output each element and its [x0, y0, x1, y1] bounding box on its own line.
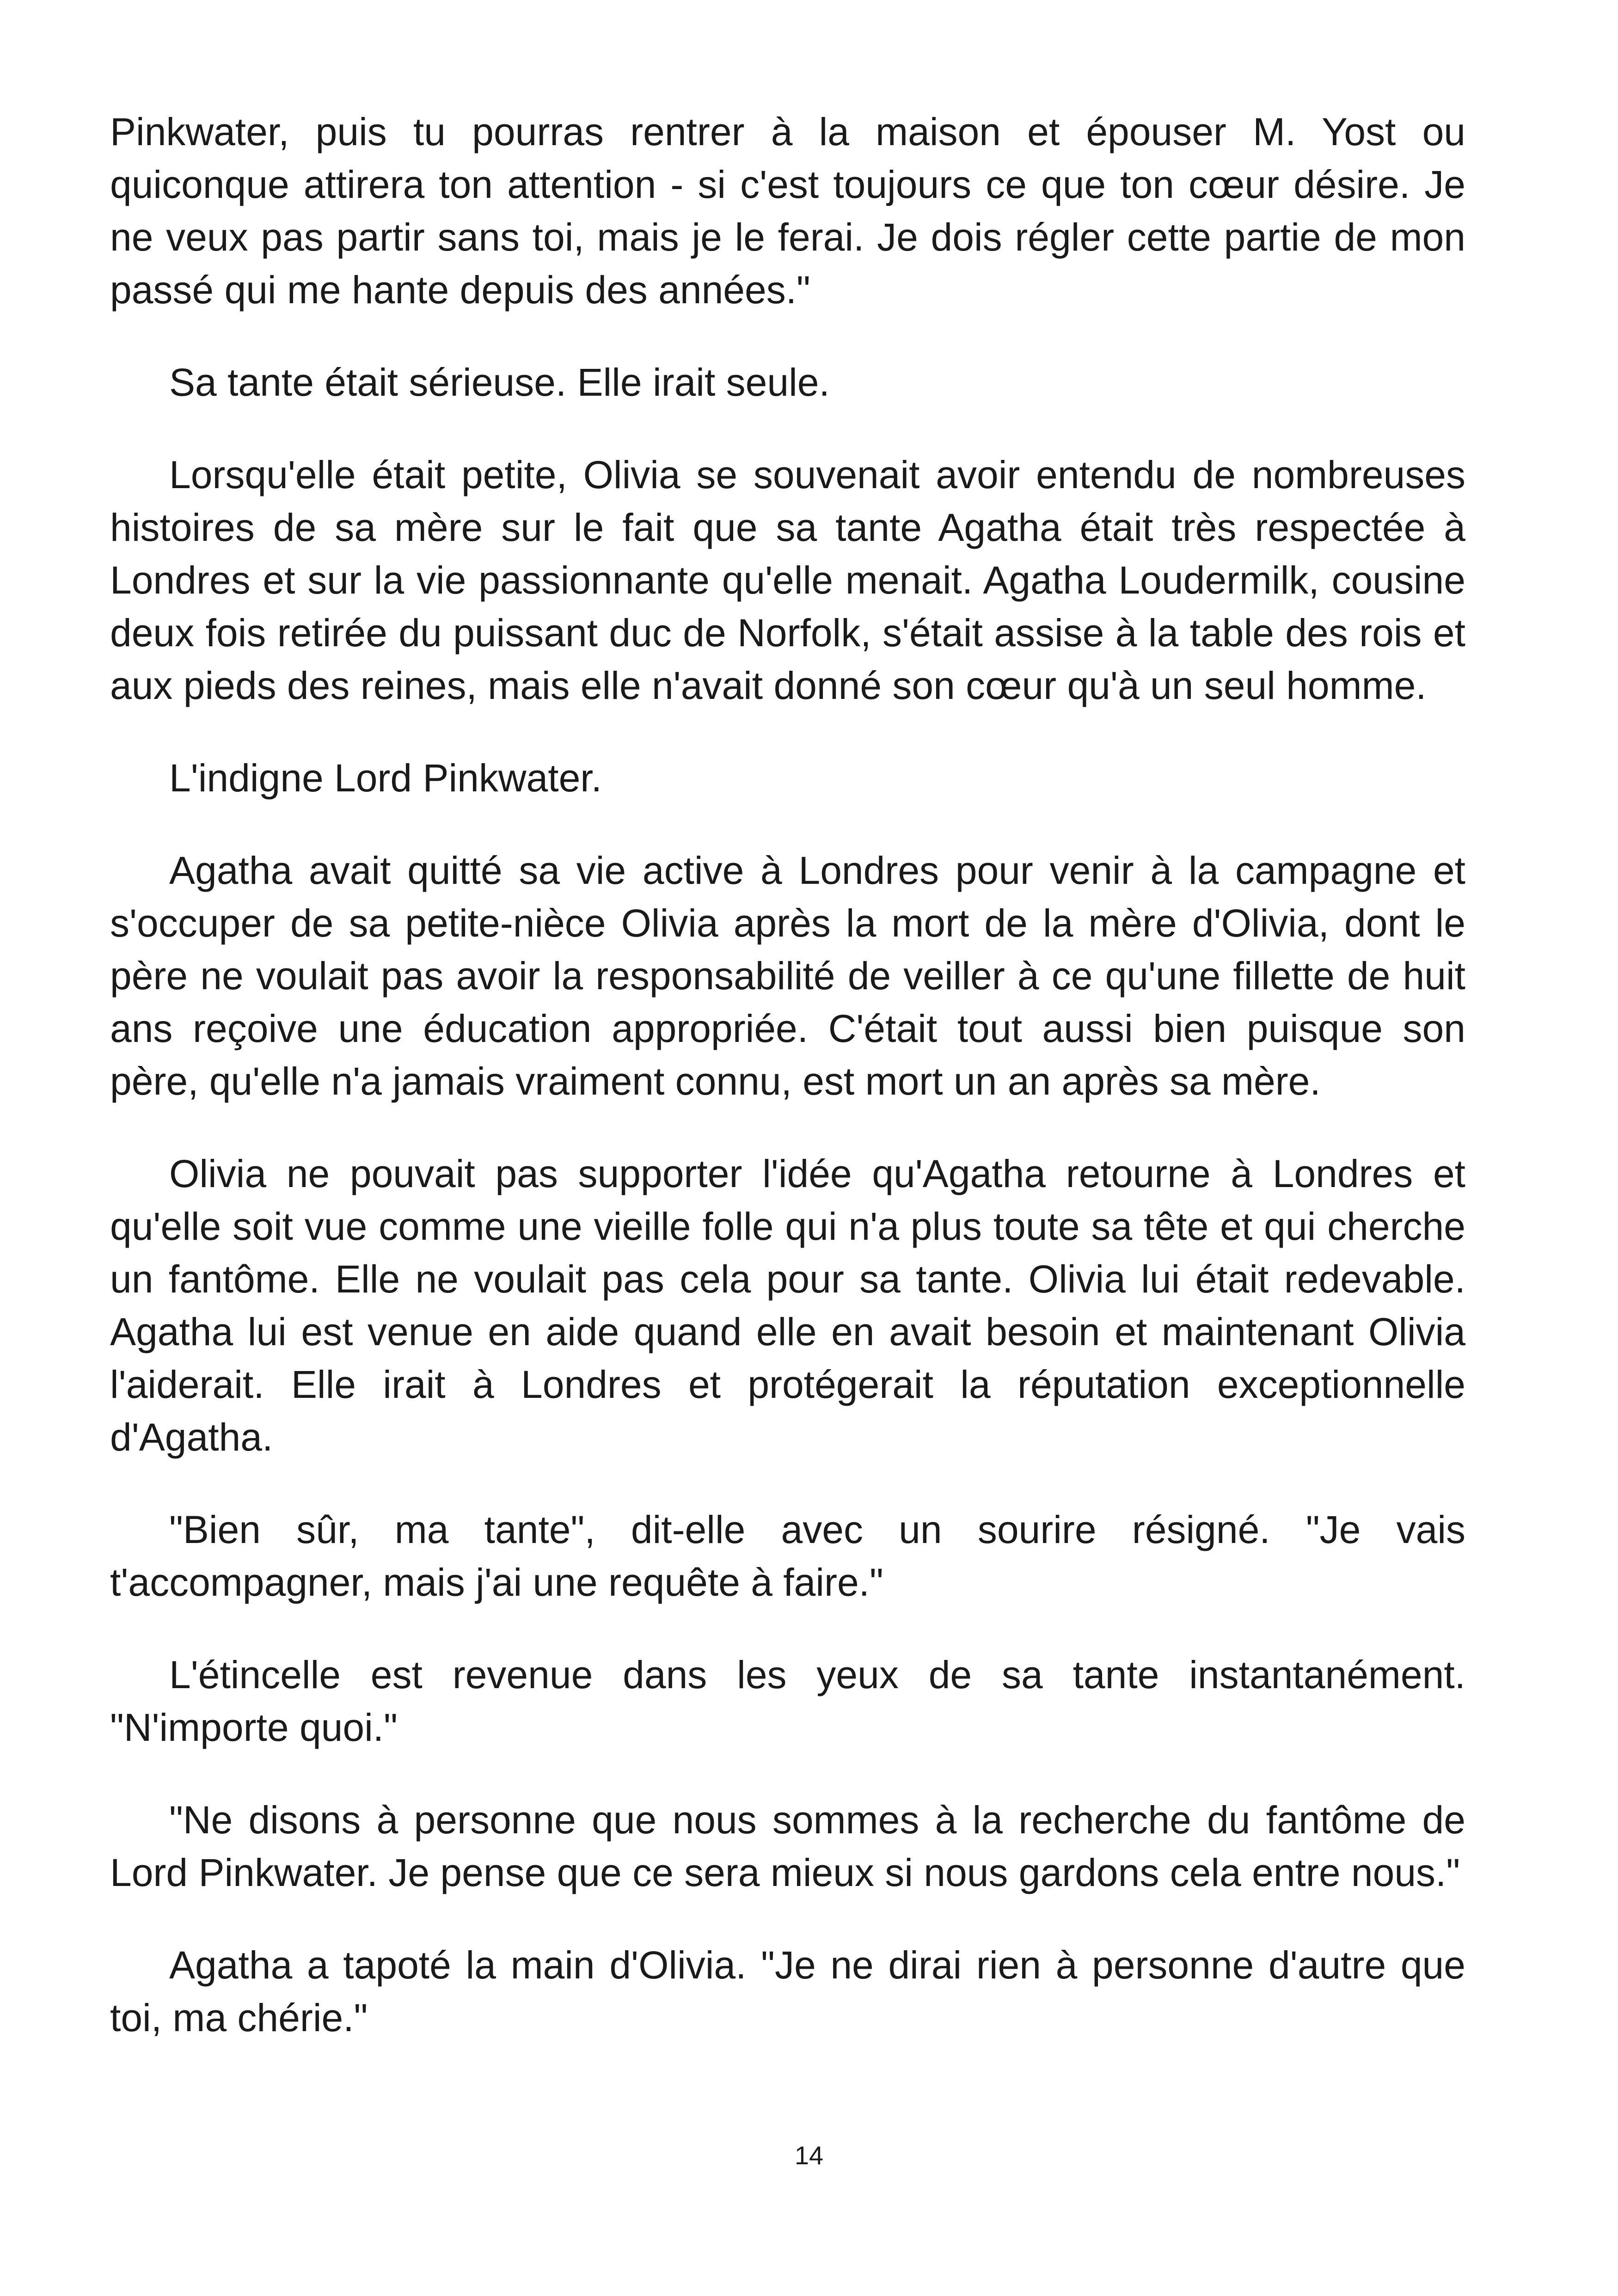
paragraph: L'indigne Lord Pinkwater.	[169, 756, 602, 800]
paragraph: Sa tante était sérieuse. Elle irait seule.	[169, 361, 830, 404]
paragraph: Agatha a tapoté la main d'Olivia. "Je ne dirai rien à personne d'autre que toi, ma chérie."	[110, 1943, 1465, 2039]
paragraph: L'étincelle est revenue dans les yeux de sa tante instantanément. "N'importe quoi."	[110, 1653, 1465, 1749]
paragraph: Pinkwater, puis tu pourras rentrer à la maison et épouser M. Yost ou quiconque attirera ton attention - si c'est toujours ce que ton cœur désire. Je ne veux pas partir sans toi, mais je le ferai. Je dois régler cette partie de mon passé qui me hante depuis des années."	[110, 110, 1465, 312]
body-text	[110, 105, 1465, 2084]
paragraph: "Ne disons à personne que nous sommes à la recherche du fantôme de Lord Pinkwater. Je pense que ce sera mieux si nous gardons cela entre nous."	[110, 1798, 1465, 1894]
paragraph: Agatha avait quitté sa vie active à Londres pour venir à la campagne et s'occuper de sa petite-nièce Olivia après la mort de la mère d'Olivia, dont le père ne voulait pas avoir la responsabilité de veiller à ce qu'une fillette de huit ans reçoive une éducation appropriée. C'était tout aussi bien puisque son père, qu'elle n'a jamais vraiment connu, est mort un an après sa mère.	[110, 849, 1465, 1103]
paragraph: Olivia ne pouvait pas supporter l'idée qu'Agatha retourne à Londres et qu'elle soit vue comme une vieille folle qui n'a plus toute sa tête et qui cherche un fantôme. Elle ne voulait pas cela pour sa tante. Olivia lui était redevable. Agatha lui est venue en aide quand elle en avait besoin et maintenant Olivia l'aiderait. Elle irait à Londres et protégerait la réputation exceptionnelle d'Agatha.	[110, 1152, 1465, 1459]
paragraph: "Bien sûr, ma tante", dit-elle avec un sourire résigné. "Je vais t'accompagner, mais j'ai une requête à faire."	[110, 1508, 1465, 1604]
paragraph: Lorsqu'elle était petite, Olivia se souvenait avoir entendu de nombreuses histoires de sa mère sur le fait que sa tante Agatha était très respectée à Londres et sur la vie passionnante qu'elle menait. Agatha Loudermilk, cousine deux fois retirée du puissant duc de Norfolk, s'était assise à la table des rois et aux pieds des reines, mais elle n'avait donné son cœur qu'à un seul homme.	[110, 453, 1465, 707]
page-number: 14	[794, 2141, 824, 2170]
